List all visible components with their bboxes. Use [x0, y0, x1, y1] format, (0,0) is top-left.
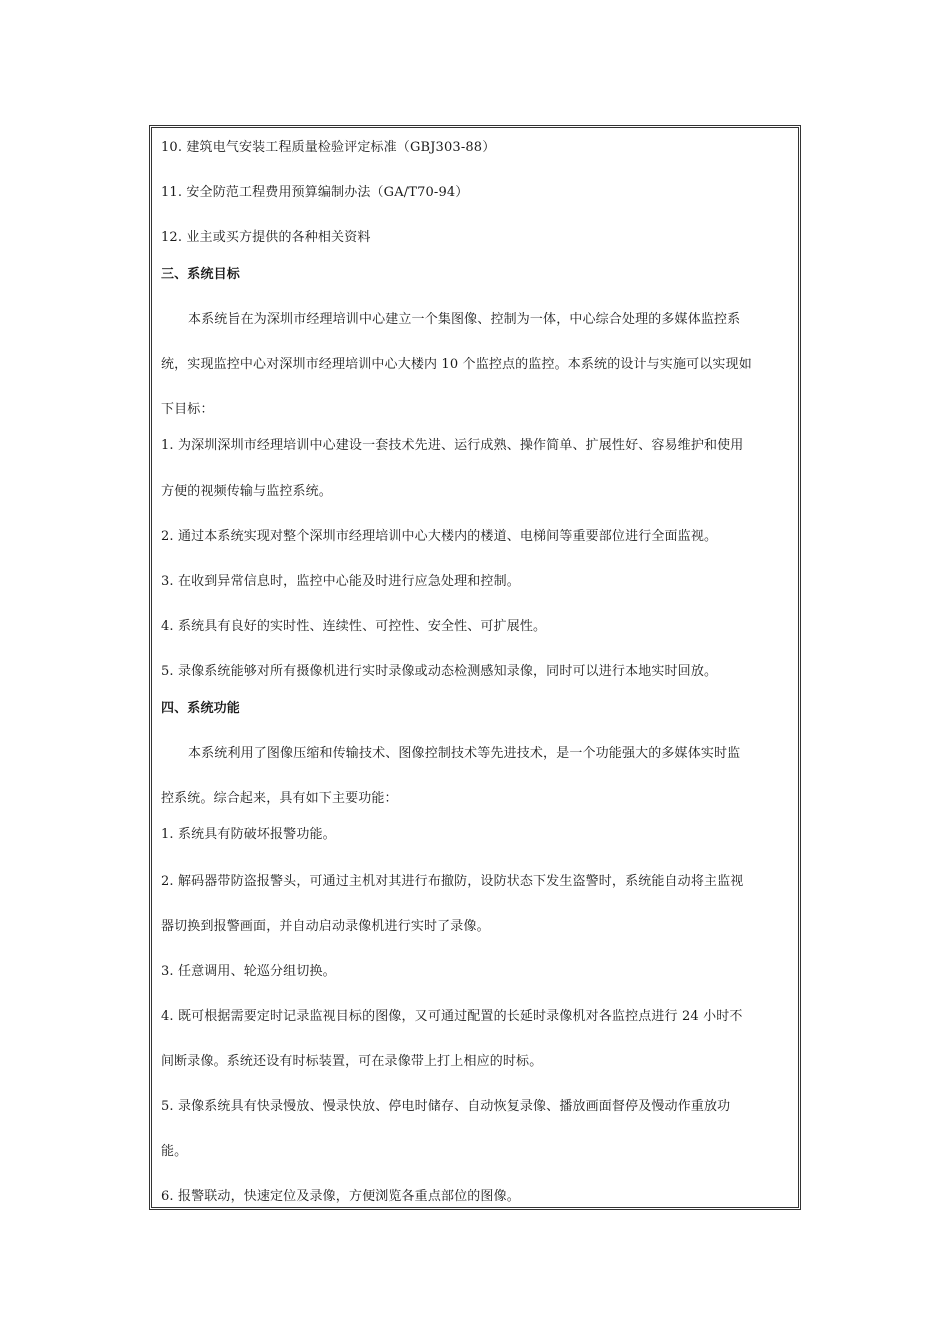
list-item: 11. 安全防范工程费用预算编制办法（GA/T70-94） [161, 185, 469, 200]
list-item: 6. 报警联动，快速定位及录像，方便浏览各重点部位的图像。 [161, 1189, 520, 1204]
list-item: 1. 为深圳深圳市经理培训中心建设一套技术先进、运行成熟、操作简单、扩展性好、容易维护和使用 [161, 438, 744, 453]
paragraph-line: 统，实现监控中心对深圳市经理培训中心大楼内 10 个监控点的监控。本系统的设计与实施可以实现如 [161, 357, 752, 372]
paragraph-line: 本系统旨在为深圳市经理培训中心建立一个集图像、控制为一体，中心综合处理的多媒体监控系 [188, 312, 741, 327]
list-item: 2. 通过本系统实现对整个深圳市经理培训中心大楼内的楼道、电梯间等重要部位进行全面监视。 [161, 529, 718, 544]
list-item: 2. 解码器带防盗报警头，可通过主机对其进行布撤防，设防状态下发生盗警时，系统能自动将主监视 [161, 874, 744, 889]
document-frame [149, 125, 801, 1210]
list-item: 12. 业主或买方提供的各种相关资料 [161, 230, 371, 245]
list-item: 1. 系统具有防破坏报警功能。 [161, 827, 336, 842]
list-item: 4. 既可根据需要定时记录监视目标的图像，又可通过配置的长延时录像机对各监控点进行 24 小时不 [161, 1009, 743, 1024]
list-item: 方便的视频传输与监控系统。 [161, 484, 332, 499]
list-item: 间断录像。系统还设有时标装置，可在录像带上打上相应的时标。 [161, 1054, 543, 1069]
list-item: 4. 系统具有良好的实时性、连续性、可控性、安全性、可扩展性。 [161, 619, 547, 634]
list-item: 5. 录像系统具有快录慢放、慢录快放、停电时储存、自动恢复录像、播放画面督停及慢动作重放功 [161, 1099, 731, 1114]
list-item: 器切换到报警画面，并自动启动录像机进行实时了录像。 [161, 919, 490, 934]
section-heading: 四、系统功能 [161, 701, 240, 716]
list-item: 3. 在收到异常信息时，监控中心能及时进行应急处理和控制。 [161, 574, 520, 589]
list-item: 3. 任意调用、轮巡分组切换。 [161, 964, 336, 979]
section-heading: 三、系统目标 [161, 267, 240, 282]
list-item: 10. 建筑电气安装工程质量检验评定标准（GBJ303-88） [161, 140, 496, 155]
list-item: 能。 [161, 1144, 188, 1159]
list-item: 5. 录像系统能够对所有摄像机进行实时录像或动态检测感知录像，同时可以进行本地实时回放。 [161, 664, 718, 679]
paragraph-line: 本系统利用了图像压缩和传输技术、图像控制技术等先进技术，是一个功能强大的多媒体实时监 [188, 746, 741, 761]
paragraph-line: 控系统。综合起来，具有如下主要功能： [161, 791, 398, 806]
paragraph-line: 下目标： [161, 402, 214, 417]
